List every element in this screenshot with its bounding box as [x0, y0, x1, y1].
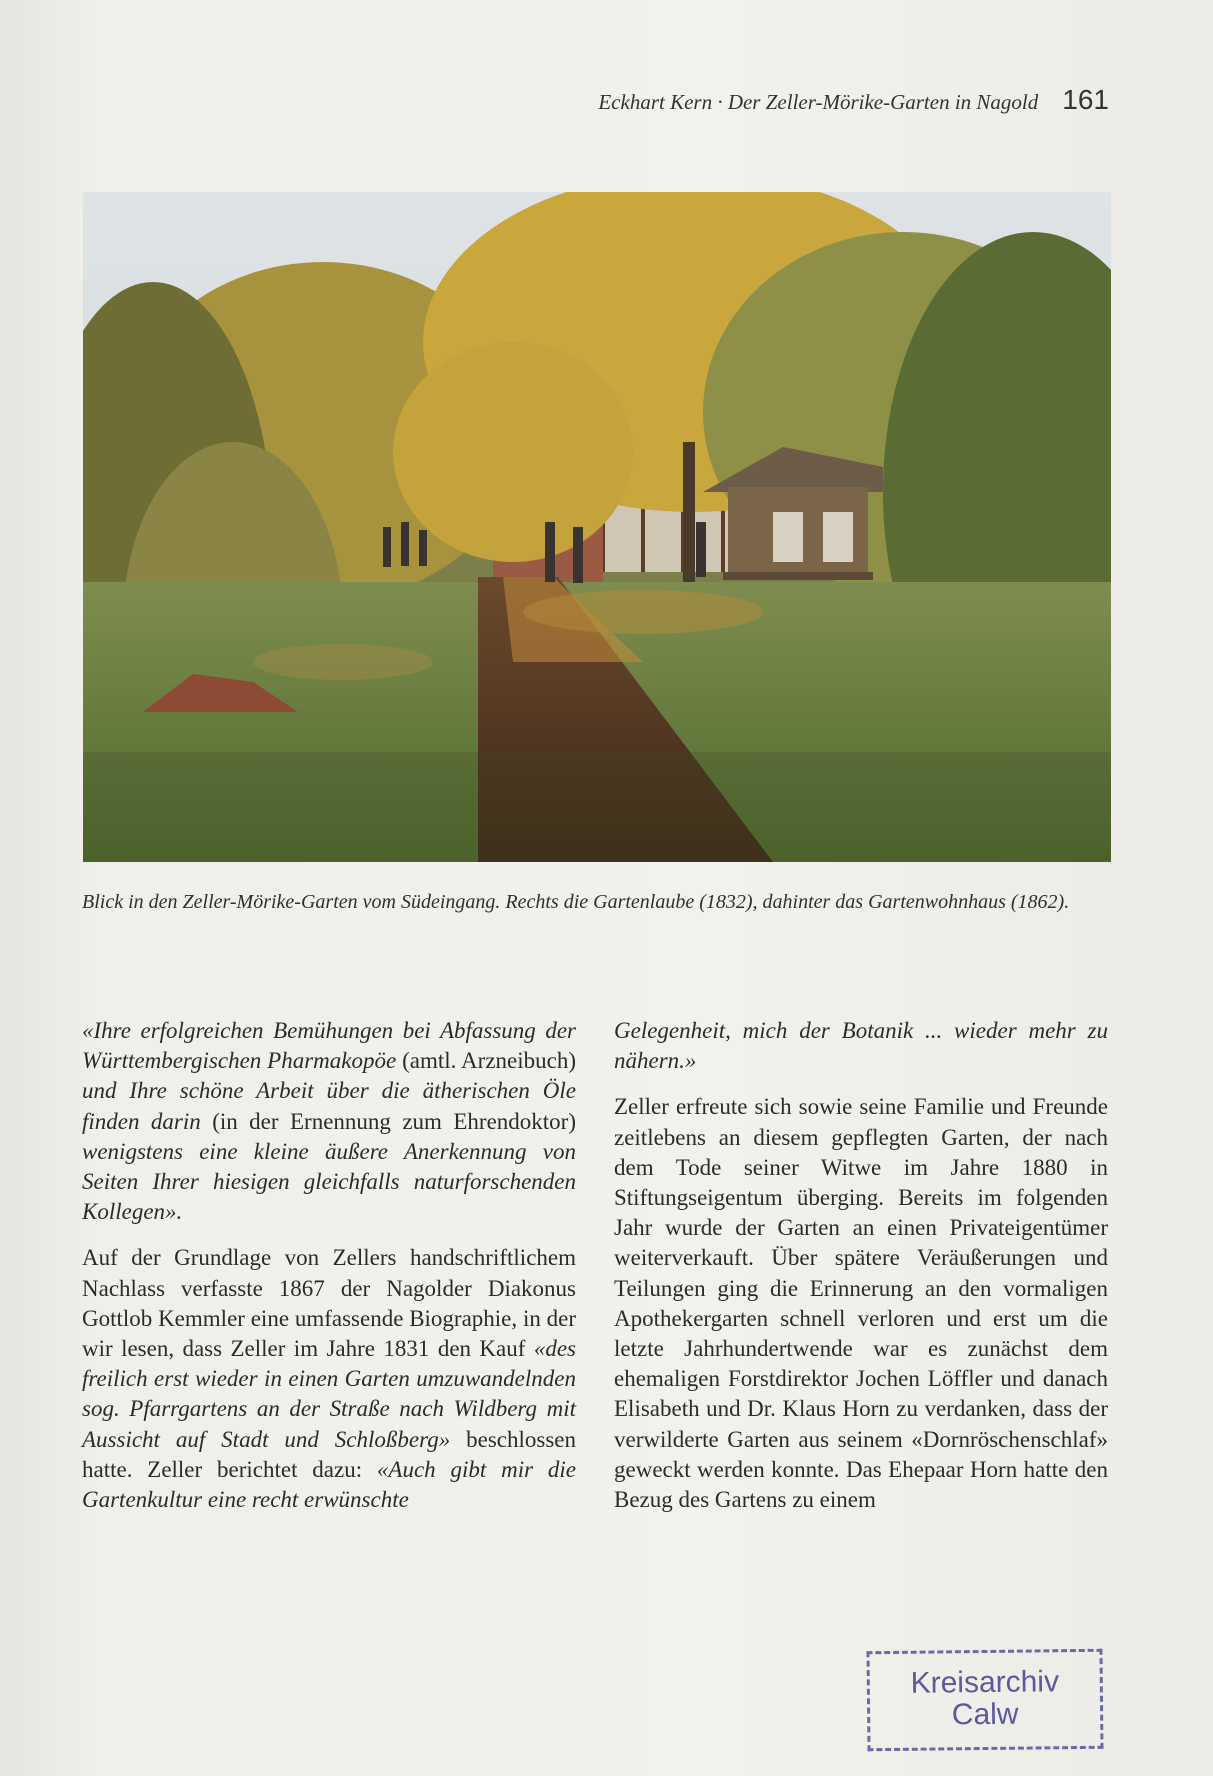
quote-text: «Auch gibt mir die Gartenkultur eine recht erwünschte	[82, 1456, 576, 1513]
text-column-right	[614, 1016, 1108, 1531]
stamp-line: Kreisarchiv	[910, 1665, 1060, 1700]
quote-text: Gelegenheit, mich der Botanik ... wieder mehr zu nähern.»	[614, 1018, 1108, 1074]
plain-text: (in der Ernennung zum Ehrendoktor)	[200, 1108, 576, 1134]
quote-text: «Ihre erfolgreichen Bemühungen bei Abfassung der Württembergischen Pharmakopöe	[82, 1018, 576, 1074]
quote-text: wenigstens eine kleine äußere Anerkennung von Seiten Ihrer hiesigen gleichfalls naturforschenden Kollegen».	[82, 1138, 576, 1225]
stamp-line: Calw	[951, 1697, 1019, 1732]
text-column-left	[82, 1016, 576, 1531]
archive-stamp	[866, 1649, 1103, 1751]
paragraph	[82, 1243, 576, 1515]
running-head	[598, 84, 1109, 116]
plain-text: Auf der Grundlage von Zellers handschriftlichem Nachlass verfasste 1867 der Nagolder Diakonus Gottlob Kemmler eine umfassende Biographie, in der wir lesen, dass Zeller im Jahre 1831 den Kauf	[82, 1245, 576, 1362]
running-title: Eckhart Kern · Der Zeller-Mörike-Garten in Nagold	[598, 90, 1039, 114]
quote-text: und Ihre schöne Arbeit über die ätherischen Öle finden darin	[82, 1078, 576, 1134]
page-number: 161	[1062, 84, 1109, 115]
quote-text: «des freilich erst wieder in einen Garten umzuwandelnden sog. Pfarrgartens an der Straße nach Wildberg mit Aussicht auf Stadt und Schloßberg»	[82, 1336, 576, 1452]
plain-text: (amtl. Arzneibuch)	[396, 1048, 576, 1074]
plain-text: beschlossen hatte. Zeller berichtet dazu:	[82, 1426, 576, 1482]
paragraph: Zeller erfreute sich sowie seine Familie und Freunde zeitlebens an diesem gepflegten Garten, der nach dem Tode seiner Witwe im Jahre 1880 in Stiftungseigentum überging. Bereits im folgenden Jahr wurde der Garten an einen Privateigentümer weiterverkauft. Über spätere Veräußerungen und Teilungen ging die Erinnerung an den vormaligen Apothekergarten schnell verloren und erst um die letzte Jahrhundertwende war es zunächst dem ehemaligen Forstdirektor Jochen Löffler und danach Elisabeth und Dr. Klaus Horn zu verdanken, dass der verwilderte Garten aus seinem «Dornröschenschlaf» geweckt werden konnte. Das Ehepaar Horn hatte den Bezug des Gartens zu einem	[614, 1094, 1108, 1513]
figure-caption: Blick in den Zeller-Mörike-Garten vom Südeingang. Rechts die Gartenlaube (1832), dahinter das Gartenwohnhaus (1862).	[82, 891, 1070, 913]
paragraph	[614, 1016, 1108, 1076]
garden-photo	[83, 192, 1111, 862]
garden-photo-illustration	[83, 192, 1111, 862]
paragraph	[82, 1016, 576, 1227]
